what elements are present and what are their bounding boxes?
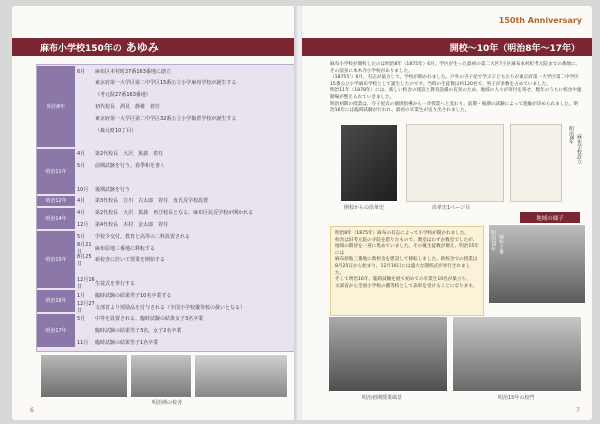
chronology-month: 12月16日 xyxy=(77,277,95,291)
chronology-row xyxy=(77,65,171,77)
intro-paragraph-4: 明治初期の授業は、寺子屋式の個別指導から一斉授業へと変わり、前期・後期の試験によって進級が決められました。明治16年には臨時試験が行われ、最初の卒業生が送り出されました。 xyxy=(330,101,579,114)
chronology-month: 5月 xyxy=(77,162,86,169)
chronology-table xyxy=(36,64,298,352)
left-section-title-prefix: 麻布小学校150年の xyxy=(40,43,122,54)
chronology-event: 生徒式を挙行する xyxy=(95,280,136,287)
callout-line-5: 8月25日から始まり、12月16日には盛大な開校式が挙行されました。 xyxy=(335,263,471,276)
chronology-row xyxy=(77,183,130,195)
chronology-month: 10月 xyxy=(77,186,89,193)
school-building-photo-3 xyxy=(194,354,288,398)
chronology-month: 1月 xyxy=(77,292,86,299)
chronology-row xyxy=(77,100,160,112)
chronology-row xyxy=(77,159,165,171)
chronology-row xyxy=(77,171,95,183)
callout-line-6: そして明治16年、臨時試験を経て初めての卒業生10名が巣立ち、 xyxy=(335,277,471,283)
chronology-row xyxy=(77,89,151,101)
callout-line-1: 明治8年（1875年）麻布の有志によって小学校が開かれました。 xyxy=(335,231,470,236)
intro-text xyxy=(330,62,582,115)
chronology-month: 11月 xyxy=(77,339,89,346)
chronology-row xyxy=(77,218,168,230)
history-book-caption: 開校からの沿革史 xyxy=(344,205,385,211)
classroom-photo xyxy=(328,316,448,392)
chronology-row xyxy=(77,325,181,337)
chronology-row xyxy=(77,207,253,219)
anniversary-label: 150th Anniversary xyxy=(498,16,582,25)
chronology-event: 第2代校長 大沢 篤義 再び校長となる。麻布区民反学校が開かれる xyxy=(95,210,254,217)
school-building-photo-2 xyxy=(130,354,192,398)
chronology-event: 学校令交付。教育と高等の二科設置される xyxy=(95,233,191,240)
chronology-month: 4月 xyxy=(77,198,86,205)
intro-paragraph-3: 明治11年（1878年）には、新しい校舎の建設と教育設備の充実のため、地域の人々が寄付を寄せ、数年のうちに校舎や運動場が整えられていきました。 xyxy=(330,88,582,100)
chronology-row xyxy=(77,136,95,148)
left-section-title: あゆみ xyxy=(125,41,159,54)
history-book-photo xyxy=(340,124,398,202)
chronology-month: 5月 xyxy=(77,233,86,240)
chronology-event: 前期試験を行う。春季和を書く xyxy=(95,162,166,169)
callout-line-2: 校舎は旧考元院の寺院を借りたもので、教室はわずか数室でしたが、 xyxy=(335,237,478,243)
right-section-title: 開校～10年（明治8年～17年） xyxy=(449,43,580,54)
callout-line-3: 地域の期待を一身に集めていました。その後生徒数が増え、明治15年には xyxy=(335,244,479,256)
chronology-row xyxy=(77,301,245,313)
right-page xyxy=(302,6,592,420)
page-number-right: 7 xyxy=(576,407,580,414)
chronology-row xyxy=(77,77,236,89)
chronology-year-0: 明治8年 xyxy=(37,66,75,147)
local-scene-tag: 地域の様子 xyxy=(520,212,580,223)
chronology-event: 第3代校長 吉川 古太郎 着任 皮氏反学校設置 xyxy=(95,198,209,205)
chronology-event: （森元町10丁目） xyxy=(95,127,137,134)
founding-vertical-caption-1: 明治8年 xyxy=(568,126,574,145)
chronology-month: 4月 xyxy=(77,210,86,217)
history-page-photo xyxy=(406,124,504,202)
chronology-event: 東京府第一大学区第二中学区32番公立小学飯倉学校が誕生する xyxy=(95,115,237,122)
classroom-photo-caption: 明治初期授業風景 xyxy=(362,395,403,401)
chronology-year-6: 明治17年 xyxy=(37,314,75,347)
intro-paragraph-2: （1875年）6月、有志が協力して、学校が開かれました。戸外の寺子屋で学ぶ子どもたちが東京府第一大学区第二中学区15番公立小学麻布学校として誕生したのです。当時の生徒数は約120名で、男子が多数を占めていました。 xyxy=(330,75,579,87)
chronology-row xyxy=(77,313,203,325)
local-vertical-caption-1: 明治20年 xyxy=(490,230,496,252)
chronology-year-3: 明治14年 xyxy=(37,208,75,230)
chronology-event: 東京府第一大学区第二中学区15番公立小学麻布学校が誕生する xyxy=(95,80,237,87)
left-section-bar xyxy=(12,38,298,56)
chronology-event: 麻布原地三番地に移転する xyxy=(95,245,156,252)
chronology-event: 第4代校長 木村 金太郎 着任 xyxy=(95,221,169,228)
chronology-month: 8月25日 xyxy=(77,253,92,267)
founding-vertical-caption-2: 麻布学校設立 xyxy=(576,134,582,164)
chronology-month: 5月 xyxy=(77,316,86,323)
callout-line-4: 麻布原地三番地に新校舎を建設して移転しました。新校舎での授業は xyxy=(335,257,478,263)
right-section-bar xyxy=(302,38,592,56)
chronology-row xyxy=(77,336,158,348)
school-gate-caption: 明治15年の校門 xyxy=(498,395,535,401)
chronology-month: 12月27日 xyxy=(77,301,95,314)
chronology-event: （考元院27番163番地） xyxy=(95,92,151,99)
intro-paragraph-1: 麻布小学校が開校したのは明治8年（1875年）6月。学区が生った最初の第二大区7小区麻布本村町考元院までの番地に、その前身に本木寺小学校がありました。 xyxy=(330,62,581,74)
history-page-caption: 沿革史1ページ目 xyxy=(432,205,471,211)
callout-line-7: 文部省から全国小学校の優等校として表彰を受けることになります。 xyxy=(335,283,478,289)
chronology-row xyxy=(77,112,236,124)
chronology-month: 8月21日 xyxy=(77,242,92,255)
chronology-event: 麻布区本村町27番163番地に創立 xyxy=(95,68,171,75)
chronology-event: 臨時試験の結果男子10名卒業する xyxy=(95,292,172,299)
chronology-month: 6月 xyxy=(77,68,86,75)
left-photo-caption: 明治期の校舎 xyxy=(152,400,183,406)
page-number-left: 6 xyxy=(30,407,34,414)
chronology-row xyxy=(77,277,135,289)
chronology-row xyxy=(77,254,165,266)
chronology-event: 新校舎に於いて授業を開始する xyxy=(95,257,166,264)
chronology-event: 第2代校長 大沢 篤義 着任 xyxy=(95,151,164,158)
founding-callout-box xyxy=(330,226,484,316)
chronology-row xyxy=(77,195,208,207)
school-gate-photo xyxy=(452,316,582,392)
chronology-year-1: 明治11年 xyxy=(37,149,75,194)
chronology-row xyxy=(77,148,163,160)
left-page xyxy=(12,6,298,420)
chronology-year-4: 明治15年 xyxy=(37,231,75,288)
local-vertical-caption-2: 麻布十番 xyxy=(498,234,504,254)
chronology-event: 中等を設置される。臨時試験の結果女子3名卒業 xyxy=(95,316,204,323)
chronology-event: 臨時試験の結果男子3名、女子2名卒業 xyxy=(95,328,182,335)
school-building-photo-1 xyxy=(40,354,128,398)
callout-text xyxy=(335,231,479,290)
chronology-month: 12月 xyxy=(77,221,89,228)
chronology-row xyxy=(77,124,136,136)
chronology-event: 文部省より授励品を付与される（全国小学校優等校の扱いとなる） xyxy=(95,304,246,311)
chronology-event: 臨時試験の結果男子1名卒業 xyxy=(95,339,159,346)
chronology-year-5: 明治16年 xyxy=(37,290,75,312)
chronology-event: 後期試験を行う xyxy=(95,186,131,193)
founding-document-photo xyxy=(510,124,562,202)
chronology-month: 4月 xyxy=(77,151,86,158)
chronology-event: 初代校長 酒見 静雄 着任 xyxy=(95,103,161,110)
chronology-year-2: 明治12年 xyxy=(37,196,75,206)
